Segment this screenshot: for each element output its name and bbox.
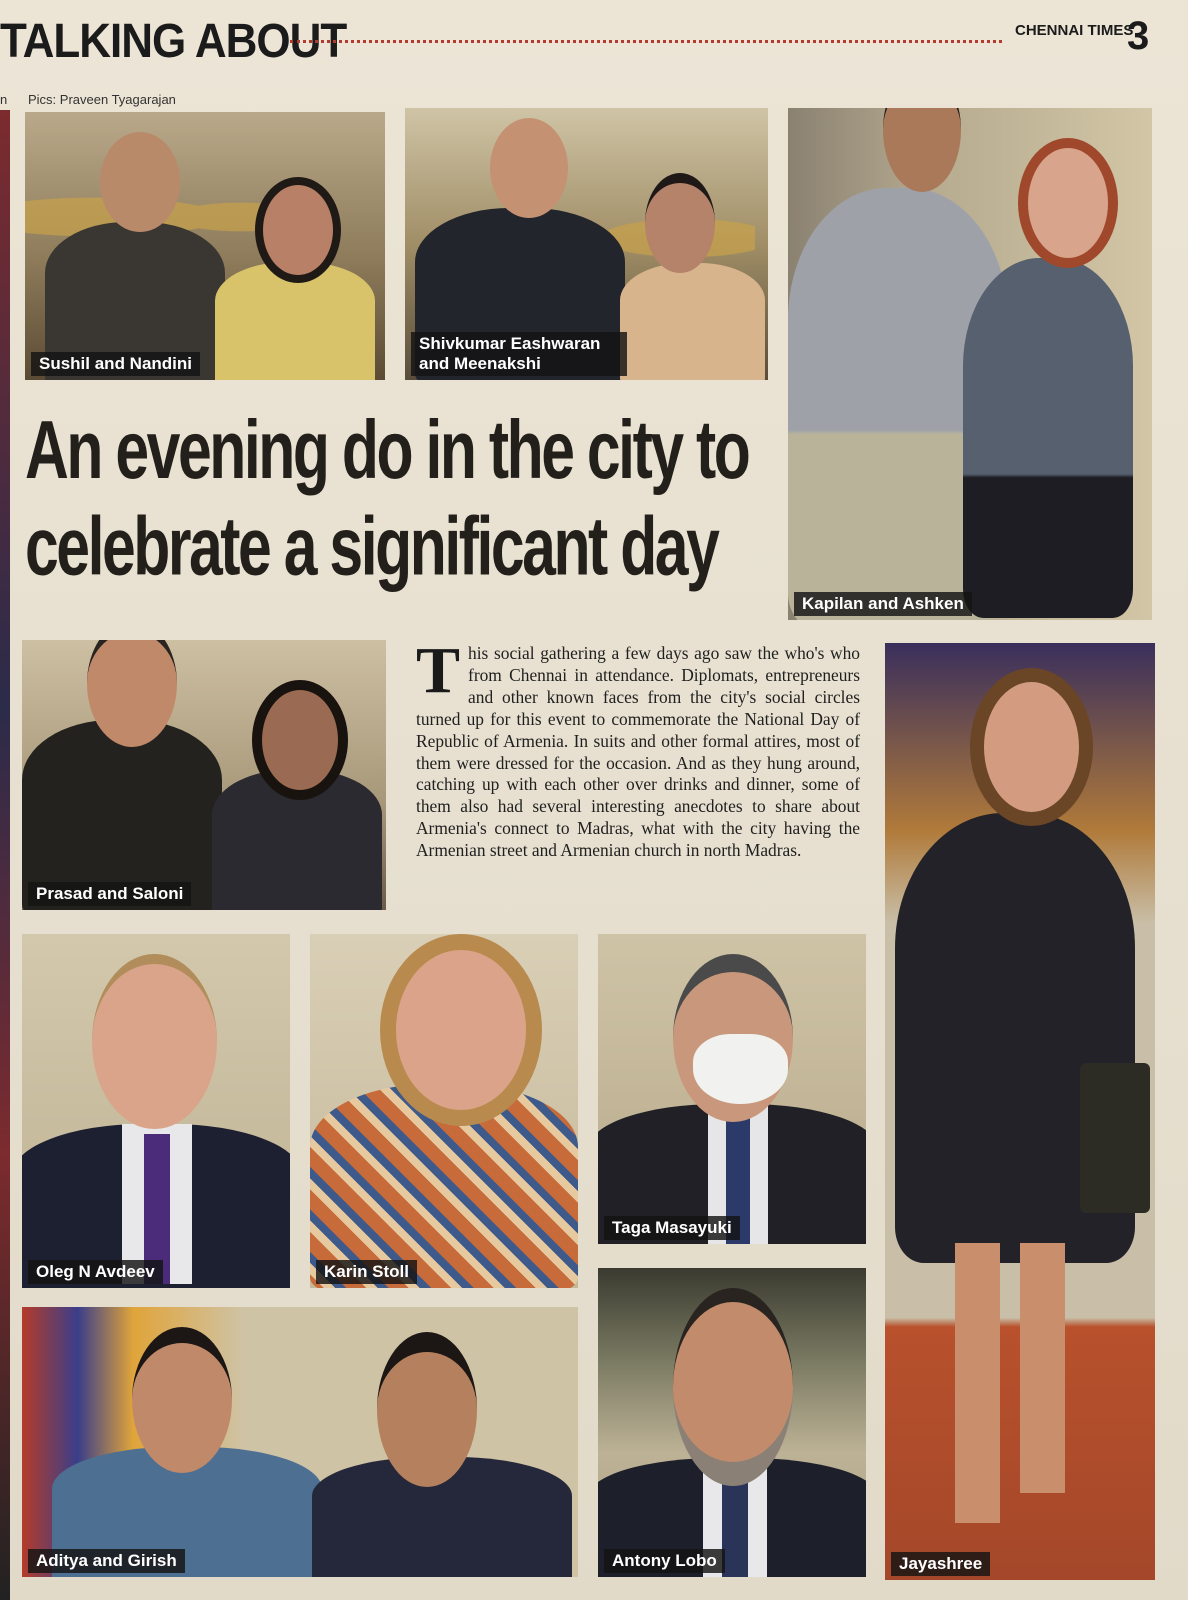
photo-caption: Karin Stoll bbox=[316, 1260, 417, 1284]
person-head bbox=[252, 680, 348, 800]
person-head bbox=[883, 108, 961, 192]
person-head bbox=[1018, 138, 1118, 268]
person-figure bbox=[620, 263, 765, 380]
article-text: his social gathering a few days ago saw the who's who from Chennai in attendance. Diplomats, entrepreneurs and other known faces from the city's social circles turned up for this event to commemorate the National Day of Republic of Armenia. In suits and other formal attires, most of them were dressed for the occasion. And as they hung around, catching up with each other over drinks and dinner, some of them also had several interesting anecdotes to share about Armenia's connect to Madras, what with the city having the Armenian street and Armenian church in north Madras. bbox=[416, 643, 860, 861]
photo-shivkumar-meenakshi bbox=[405, 108, 768, 380]
photo-taga-masayuki bbox=[598, 934, 866, 1244]
photo-caption: Aditya and Girish bbox=[28, 1549, 185, 1573]
photo-caption: Sushil and Nandini bbox=[31, 352, 200, 376]
person-head bbox=[377, 1332, 477, 1487]
photo-jayashree bbox=[885, 643, 1155, 1580]
person-figure bbox=[963, 258, 1133, 618]
headline-line-2: celebrate a significant day bbox=[25, 499, 718, 593]
photo-antony-lobo bbox=[598, 1268, 866, 1577]
photo-caption: Shivkumar Eashwaran and Meenakshi bbox=[411, 332, 627, 376]
handbag bbox=[1080, 1063, 1150, 1213]
section-title: TALKING ABOUT bbox=[0, 14, 347, 68]
photo-oleg-avdeev bbox=[22, 934, 290, 1288]
person-head bbox=[490, 118, 568, 218]
photo-karin-stoll bbox=[310, 934, 578, 1288]
adjacent-page-strip bbox=[0, 110, 10, 1600]
person-head bbox=[100, 132, 180, 232]
person-leg bbox=[955, 1243, 1000, 1523]
person-head bbox=[645, 173, 715, 273]
person-head bbox=[92, 954, 217, 1129]
photo-kapilan-ashken bbox=[788, 108, 1152, 620]
person-leg bbox=[1020, 1243, 1065, 1493]
headline-line-1: An evening do in the city to bbox=[25, 403, 749, 497]
article-headline bbox=[25, 402, 749, 595]
person-head bbox=[255, 177, 341, 283]
photo-caption: Kapilan and Ashken bbox=[794, 592, 972, 616]
photo-aditya-girish bbox=[22, 1307, 578, 1577]
article-body bbox=[416, 634, 860, 862]
photo-sushil-nandini bbox=[25, 112, 385, 380]
photo-caption: Jayashree bbox=[891, 1552, 990, 1576]
person-head bbox=[970, 668, 1093, 826]
photo-caption: Oleg N Avdeev bbox=[28, 1260, 163, 1284]
dotted-rule bbox=[290, 40, 1002, 43]
photo-caption: Prasad and Saloni bbox=[28, 882, 191, 906]
person-head bbox=[132, 1327, 232, 1473]
person-head bbox=[380, 934, 542, 1126]
page-number: 3 bbox=[1127, 14, 1150, 58]
cut-off-text: n bbox=[0, 92, 8, 107]
face-mask bbox=[693, 1034, 788, 1104]
newspaper-name: CHENNAI TIMES bbox=[1015, 22, 1134, 39]
person-head bbox=[673, 1288, 793, 1486]
drop-cap: T bbox=[416, 634, 461, 707]
photo-caption: Taga Masayuki bbox=[604, 1216, 740, 1240]
photo-prasad-saloni bbox=[22, 640, 386, 910]
photo-caption: Antony Lobo bbox=[604, 1549, 725, 1573]
photo-credit: Pics: Praveen Tyagarajan bbox=[28, 92, 176, 107]
